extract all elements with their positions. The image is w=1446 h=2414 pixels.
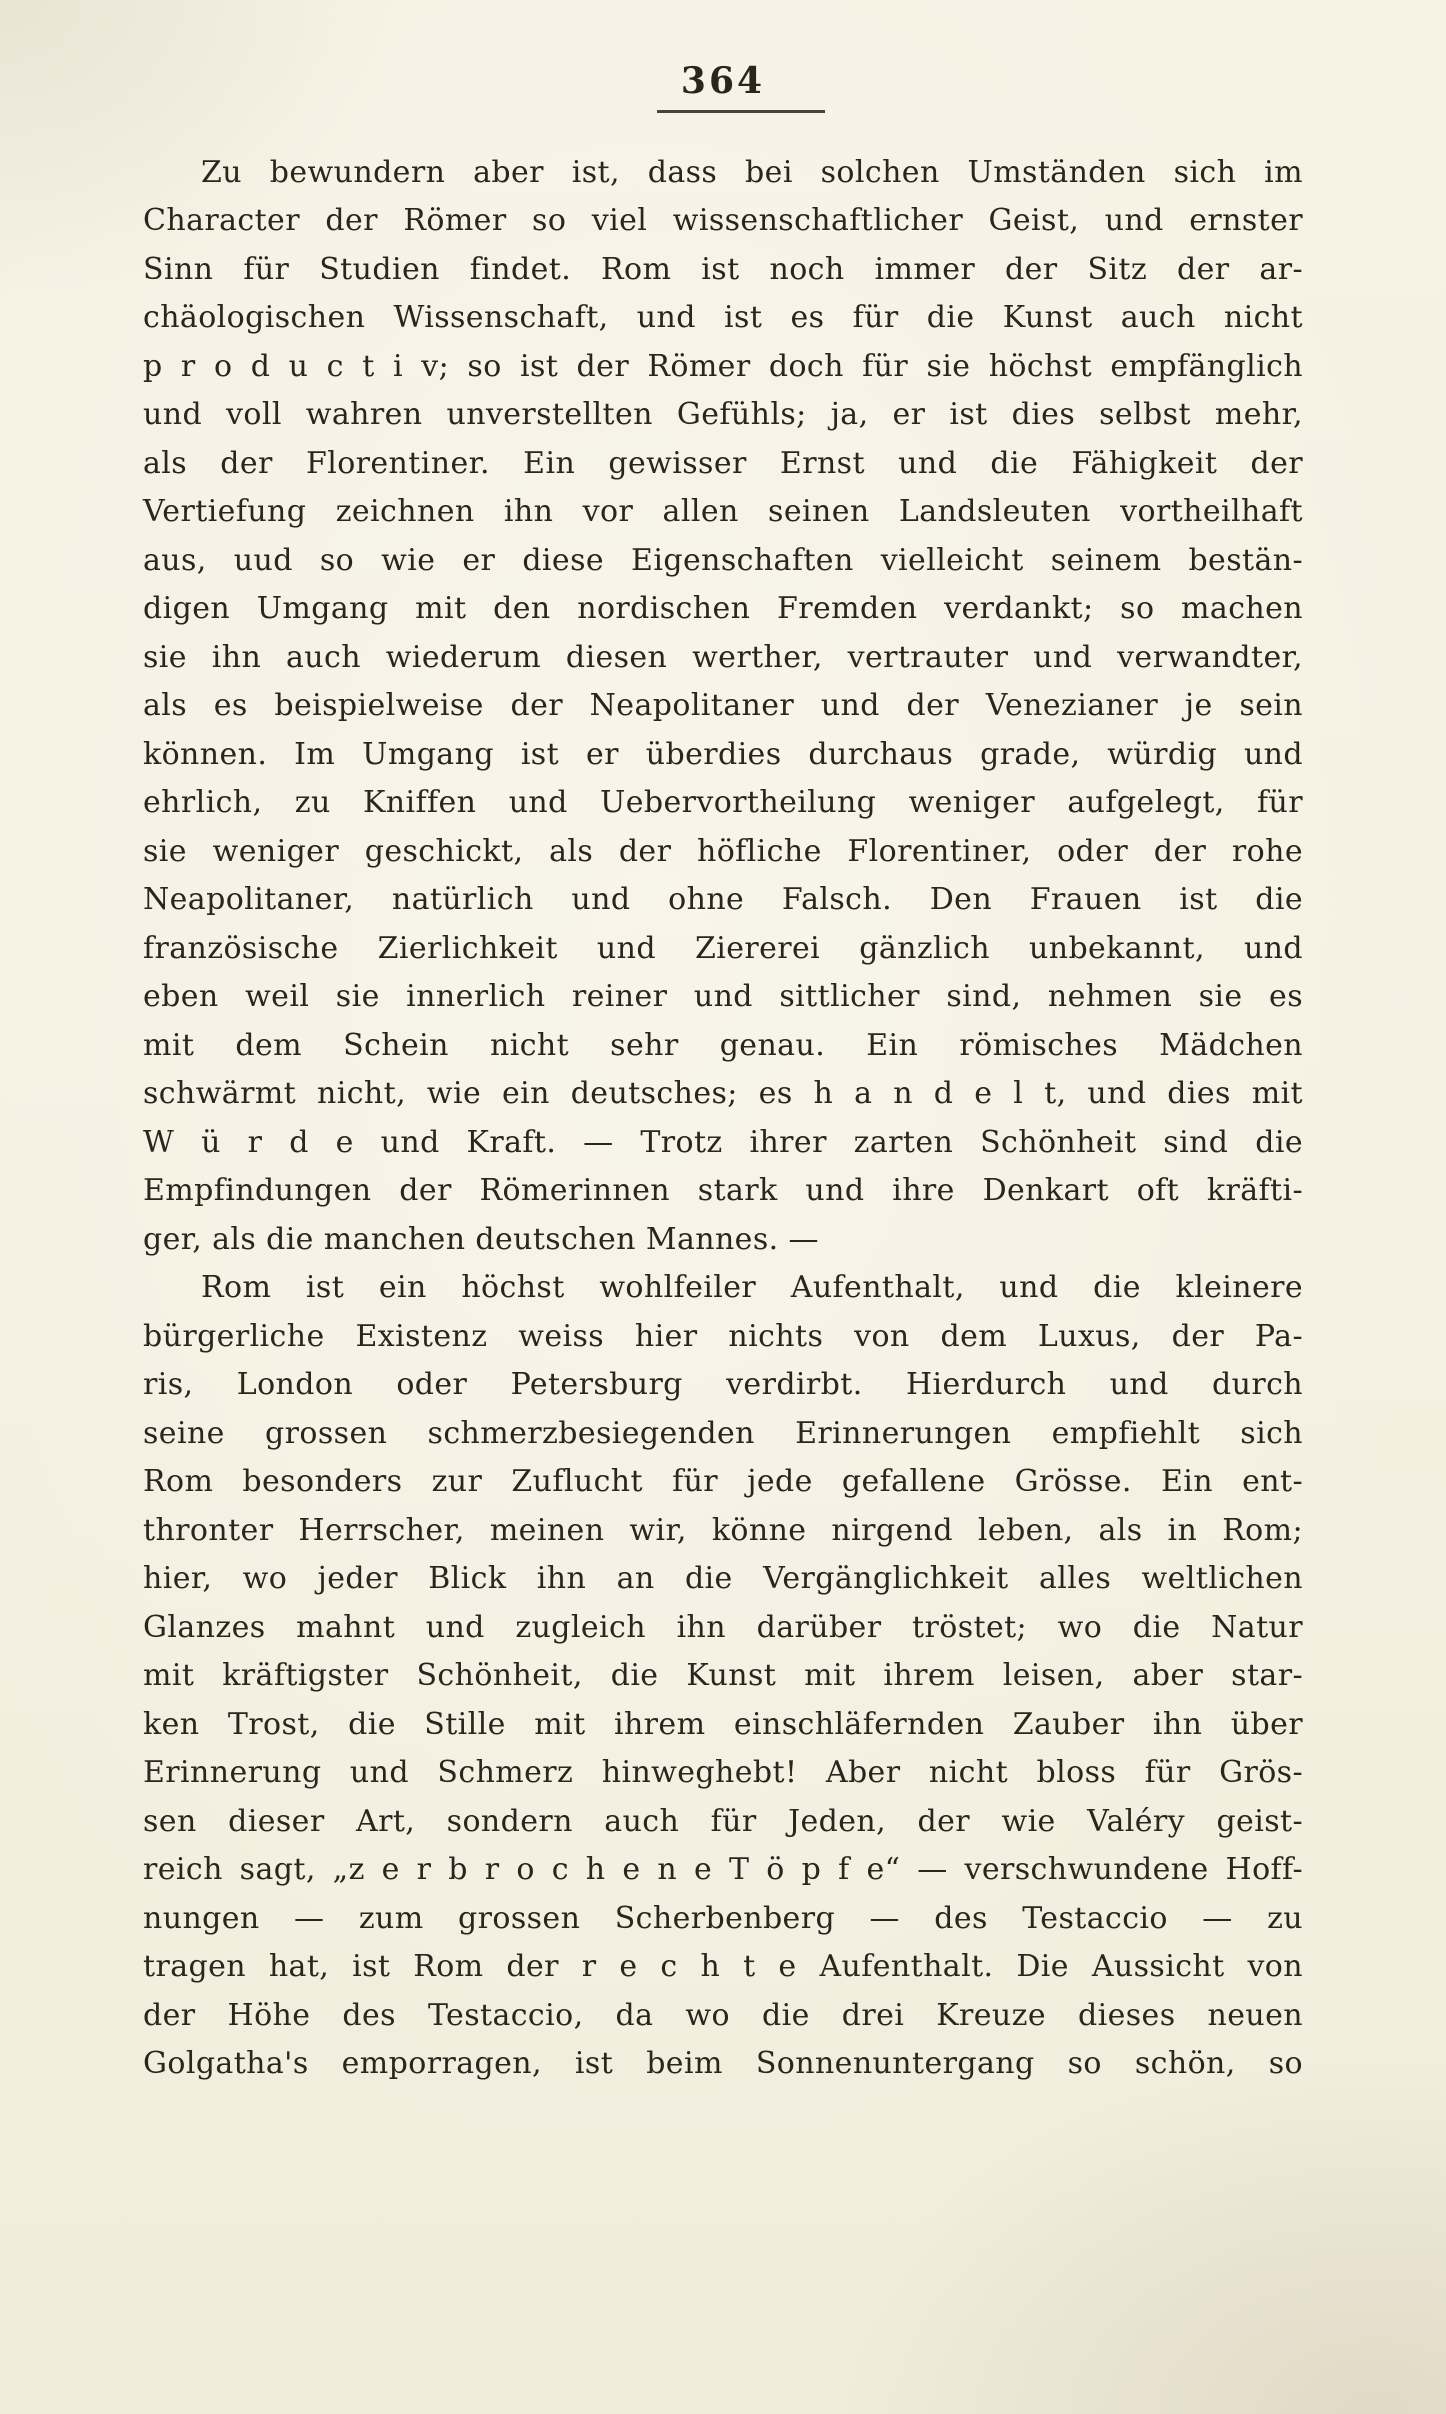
text-line: p r o d u c t i v; so ist der Römer doch für sie höchst empfänglich xyxy=(143,348,1303,384)
text-line: Golgatha's emporragen, ist beim Sonnenuntergang so schön, so xyxy=(143,2046,1303,2082)
text-line: Rom ist ein höchst wohlfeiler Aufenthalt, und die kleinere xyxy=(201,1270,1303,1306)
text-line: ger, als die manchen deutschen Mannes. — xyxy=(143,1221,819,1257)
text-line: bürgerliche Existenz weiss hier nichts von dem Luxus, der Pa- xyxy=(143,1318,1303,1354)
text-line: Zu bewundern aber ist, dass bei solchen Umständen sich im xyxy=(201,154,1303,190)
text-line: nungen — zum grossen Scherbenberg — des Testaccio — zu xyxy=(143,1900,1303,1936)
text-line: Erinnerung und Schmerz hinweghebt! Aber nicht bloss für Grös- xyxy=(143,1755,1303,1791)
text-line: hier, wo jeder Blick ihn an die Vergänglichkeit alles weltlichen xyxy=(143,1561,1303,1597)
text-line: seine grossen schmerzbesiegenden Erinnerungen empfiehlt sich xyxy=(143,1415,1303,1451)
text-line: ehrlich, zu Kniffen und Uebervortheilung weniger aufgelegt, für xyxy=(143,785,1303,821)
text-line: W ü r d e und Kraft. — Trotz ihrer zarten Schönheit sind die xyxy=(143,1124,1303,1160)
text-line: als es beispielweise der Neapolitaner und der Venezianer je sein xyxy=(143,688,1303,724)
text-line: Empfindungen der Römerinnen stark und ihre Denkart oft kräfti- xyxy=(143,1173,1303,1209)
text-line: Rom besonders zur Zuflucht für jede gefallene Grösse. Ein ent- xyxy=(143,1464,1303,1500)
text-line: der Höhe des Testaccio, da wo die drei Kreuze dieses neuen xyxy=(143,1997,1303,2033)
text-line: Sinn für Studien findet. Rom ist noch immer der Sitz der ar- xyxy=(143,251,1303,287)
text-line: thronter Herrscher, meinen wir, könne nirgend leben, als in Rom; xyxy=(143,1512,1303,1548)
text-line: sie ihn auch wiederum diesen werther, vertrauter und verwandter, xyxy=(143,639,1303,675)
text-line: eben weil sie innerlich reiner und sittlicher sind, nehmen sie es xyxy=(143,979,1303,1015)
text-line: ris, London oder Petersburg verdirbt. Hierdurch und durch xyxy=(143,1367,1303,1403)
text-line: Neapolitaner, natürlich und ohne Falsch. Den Frauen ist die xyxy=(143,882,1303,918)
text-line: tragen hat, ist Rom der r e c h t e Aufenthalt. Die Aussicht von xyxy=(143,1949,1303,1985)
text-line: Character der Römer so viel wissenschaftlicher Geist, und ernster xyxy=(143,203,1303,239)
body-text-block xyxy=(143,149,1303,2089)
text-line: sie weniger geschickt, als der höfliche Florentiner, oder der rohe xyxy=(143,833,1303,869)
text-line: chäologischen Wissenschaft, und ist es für die Kunst auch nicht xyxy=(143,300,1303,336)
page-number-rule xyxy=(657,110,825,113)
text-line: reich sagt, „z e r b r o c h e n e T ö p f e“ — verschwundene Hoff- xyxy=(143,1852,1303,1888)
page-header xyxy=(0,0,1446,113)
text-line: mit dem Schein nicht sehr genau. Ein römisches Mädchen xyxy=(143,1027,1303,1063)
text-line: digen Umgang mit den nordischen Fremden verdankt; so machen xyxy=(143,591,1303,627)
text-line: Vertiefung zeichnen ihn vor allen seinen Landsleuten vortheilhaft xyxy=(143,494,1303,530)
text-line: ken Trost, die Stille mit ihrem einschläfernden Zauber ihn über xyxy=(143,1706,1303,1742)
text-line: sen dieser Art, sondern auch für Jeden, der wie Valéry geist- xyxy=(143,1803,1303,1839)
text-line: schwärmt nicht, wie ein deutsches; es h a n d e l t, und dies mit xyxy=(143,1076,1303,1112)
text-line: aus, uud so wie er diese Eigenschaften vielleicht seinem bestän- xyxy=(143,542,1303,578)
text-line: mit kräftigster Schönheit, die Kunst mit ihrem leisen, aber star- xyxy=(143,1658,1303,1694)
text-line: als der Florentiner. Ein gewisser Ernst und die Fähigkeit der xyxy=(143,445,1303,481)
page-number: 364 xyxy=(680,60,766,102)
text-line: können. Im Umgang ist er überdies durchaus grade, würdig und xyxy=(143,736,1303,772)
text-line: französische Zierlichkeit und Ziererei gänzlich unbekannt, und xyxy=(143,930,1303,966)
text-line: Glanzes mahnt und zugleich ihn darüber tröstet; wo die Natur xyxy=(143,1609,1303,1645)
text-line: und voll wahren unverstellten Gefühls; ja, er ist dies selbst mehr, xyxy=(143,397,1303,433)
